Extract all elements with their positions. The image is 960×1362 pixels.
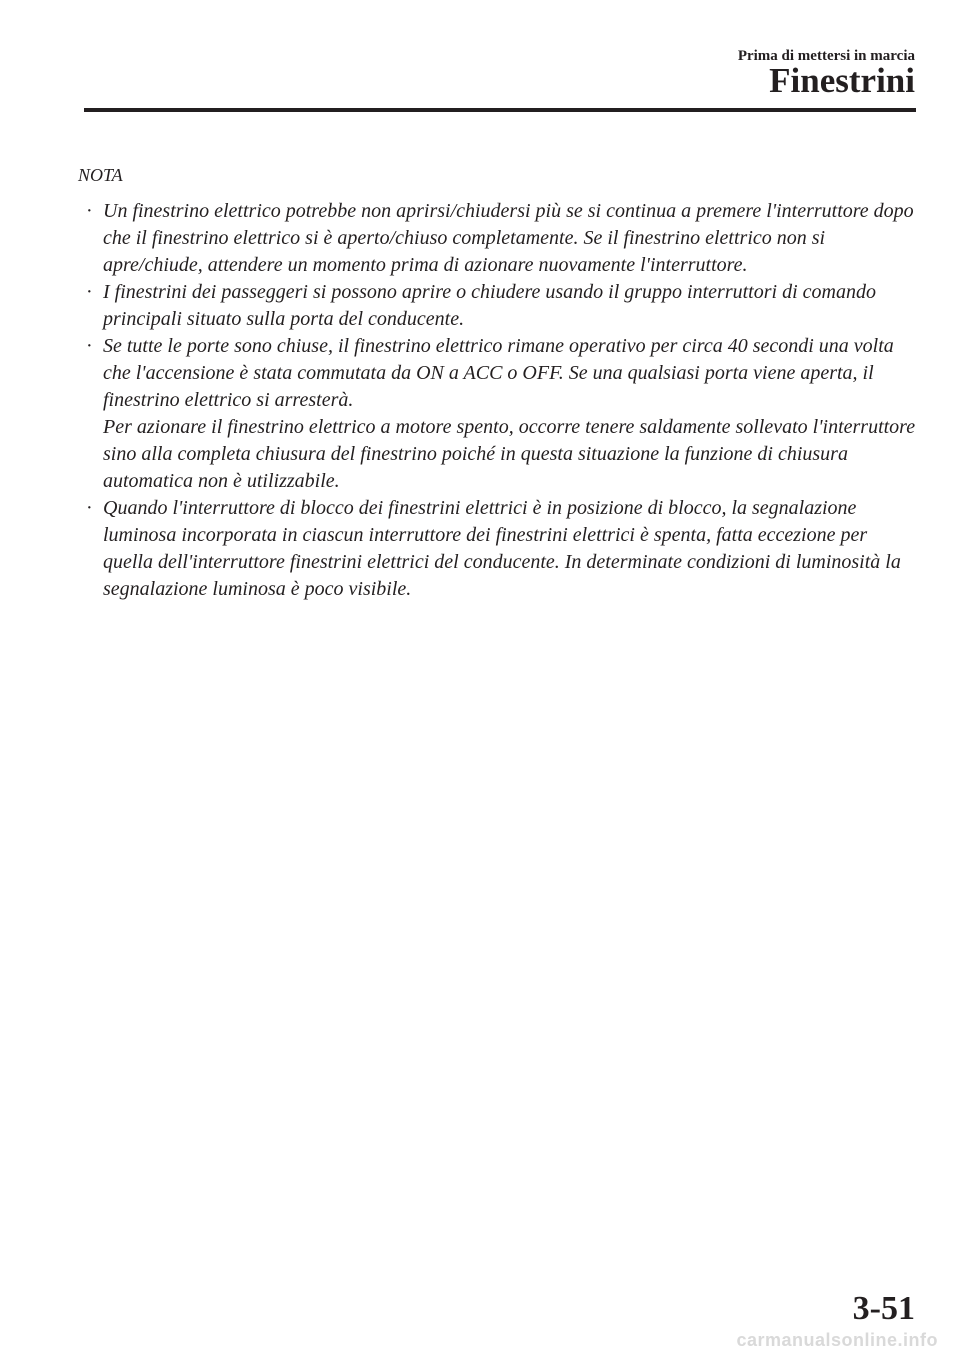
note-paragraph: Se tutte le porte sono chiuse, il finestrino elettrico rimane operativo per circa 40 secondi una volta che l'accensione è stata commutata da ON a ACC o OFF. Se una qualsiasi porta viene aperta, il finestrino elettrico si arresterà. [103, 335, 894, 411]
bullet: · [86, 281, 93, 303]
bullet: · [86, 335, 93, 357]
note-paragraph: I finestrini dei passeggeri si possono aprire o chiudere usando il gruppo interruttori di comando principali situato sulla porta del conducente. [103, 281, 876, 330]
note-label: NOTA [78, 165, 123, 185]
note-paragraph: Per azionare il finestrino elettrico a motore spento, occorre tenere saldamente sollevato l'interruttore sino alla completa chiusura del finestrino poiché in questa situazione la funzione di chiusura automatica non è utilizzabile. [103, 416, 916, 492]
note-list [78, 198, 918, 603]
note-paragraph: Un finestrino elettrico potrebbe non aprirsi/chiudersi più se si continua a premere l'interruttore dopo che il finestrino elettrico si è aperto/chiuso completamente. Se il finestrino elettrico non si apre/chiude, attendere un momento prima di azionare nuovamente l'interruttore. [103, 200, 914, 276]
note-item [78, 495, 918, 603]
header-rule [84, 108, 916, 112]
page-number: 3-51 [852, 1290, 915, 1327]
watermark: carmanualsonline.info [736, 1330, 938, 1350]
note-item [78, 333, 918, 495]
note-item [78, 279, 918, 333]
bullet: · [86, 497, 93, 519]
note-paragraph: Quando l'interruttore di blocco dei finestrini elettrici è in posizione di blocco, la segnalazione luminosa incorporata in ciascun interruttore dei finestrini elettrici è spenta, fatta eccezione per quella dell'interruttore finestrini elettrici del conducente. In determinate condizioni di luminosità la segnalazione luminosa è poco visibile. [103, 497, 901, 600]
note-item [78, 198, 918, 279]
page-title: Finestrini [769, 61, 915, 100]
bullet: · [86, 200, 93, 222]
section-heading: Prima di mettersi in marcia [737, 48, 915, 64]
